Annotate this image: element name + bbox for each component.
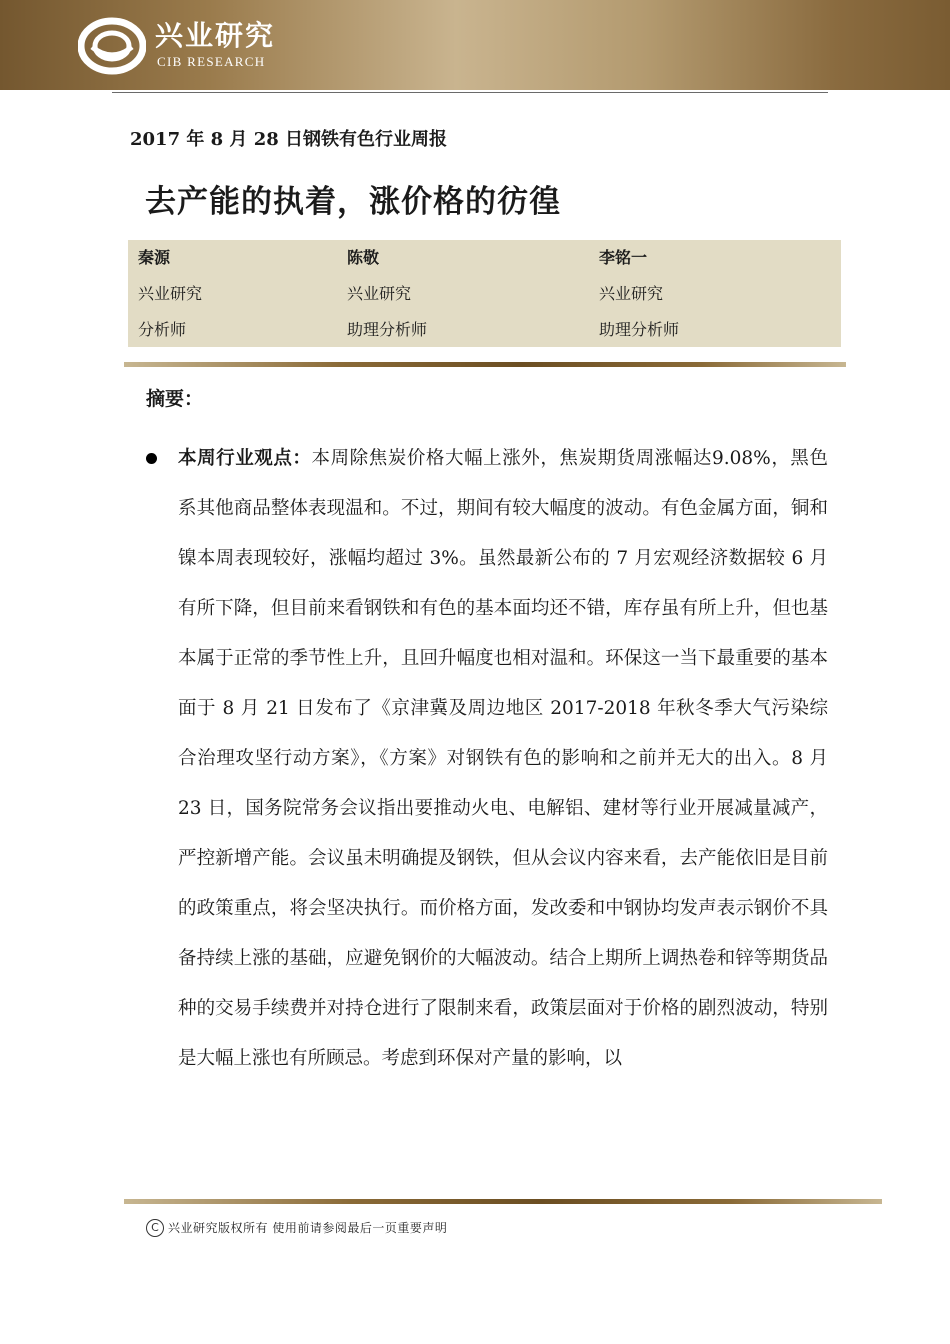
viewpoint-label: 本周行业观点： xyxy=(178,448,312,469)
author-name: 陈敬 xyxy=(347,248,380,267)
author-org: 兴业研究 xyxy=(138,284,203,303)
report-date-line: 2017 年 8 月 28 日钢铁有色行业周报 xyxy=(130,129,448,150)
footer-notice: 兴业研究版权所有 使用前请参阅最后一页重要声明 xyxy=(168,1221,448,1235)
footer-divider xyxy=(124,1199,882,1204)
authors-table xyxy=(128,240,841,347)
header-band xyxy=(0,0,950,90)
header-divider xyxy=(112,92,828,93)
section-divider xyxy=(124,362,846,367)
cib-logo-icon xyxy=(78,17,146,75)
author-role: 助理分析师 xyxy=(599,320,680,339)
author-name: 李铭一 xyxy=(599,248,648,267)
author-name: 秦源 xyxy=(138,248,171,267)
brand-name-en: CIB RESEARCH xyxy=(157,54,266,69)
bullet-icon xyxy=(146,453,157,464)
author-org: 兴业研究 xyxy=(599,284,664,303)
author-org: 兴业研究 xyxy=(347,284,412,303)
brand-name-cn: 兴业研究 xyxy=(155,19,276,52)
copyright-icon: C xyxy=(146,1219,164,1237)
summary-paragraph xyxy=(178,434,828,1084)
summary-heading: 摘要： xyxy=(146,388,204,410)
report-title: 去产能的执着，涨价格的彷徨 xyxy=(145,184,561,220)
author-role: 分析师 xyxy=(138,320,187,339)
author-role: 助理分析师 xyxy=(347,320,428,339)
viewpoint-text: 本周除焦炭价格大幅上涨外，焦炭期货周涨幅达9.08%，黑色系其他商品整体表现温和。不过，期间有较大幅度的波动。有色金属方面，铜和镍本周表现较好，涨幅均超过 3%。虽然最新公布的 7 月宏观经济数据较 6 月有所下降，但目前来看钢铁和有色的基本面均还不错，库存虽有所上升，但也基本属于正常的季节性上升，且回升幅度也相对温和。环保这一当下最重要的基本面于 8 月 21 日发布了《京津冀及周边地区 2017-2018 年秋冬季大气污染综合治理攻坚行动方案》，《方案》对钢铁有色的影响和之前并无大的出入。8 月 23 日，国务院常务会议指出要推动火电、电解铝、建材等行业开展减量减产，严控新增产能。会议虽未明确提及钢铁，但从会议内容来看，去产能依旧是目前的政策重点，将会坚决执行。而价格方面，发改委和中钢协均发声表示钢价不具备持续上涨的基础，应避免钢价的大幅波动。结合上期所上调热卷和锌等期货品种的交易手续费并对持仓进行了限制来看，政策层面对于价格的剧烈波动，特别是大幅上涨也有所顾忌。考虑到环保对产量的影响，以 xyxy=(178,448,828,1069)
